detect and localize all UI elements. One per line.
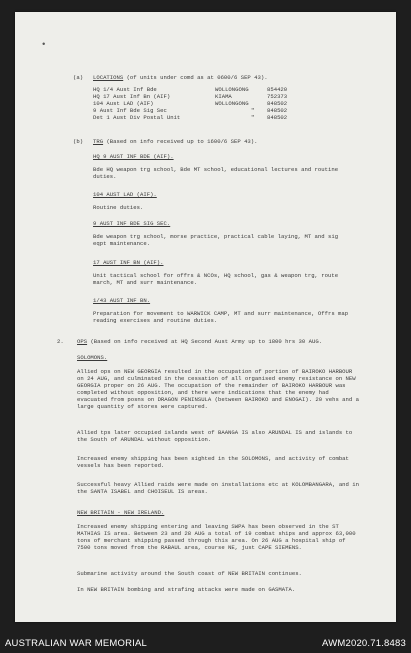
institution-credit: AUSTRALIAN WAR MEMORIAL — [5, 638, 148, 649]
para-b-heading-rest: (Based on info received up to 1600/6 SEP 43). — [106, 138, 258, 145]
ops-paragraph: Submarine activity around the South coast of NEW BRITAIN continues. — [77, 570, 302, 577]
ops-paragraph: In NEW BRITAIN bombing and strafing attacks were made on GASMATA. — [77, 586, 296, 593]
unit-heading: 17 AUST INF BN (AIF). — [93, 259, 164, 266]
ops-paragraph: Increased enemy shipping entering and leaving SWPA has been observed in the ST MATHIAS IS area. Between 23 and 28 AUG a total of 19 combat ships and approx 63,000 tons of merchant shipping passed through this area. On 26 AUG a hospital ship of 7500 tons moved from the RABAUL area, course NE, just CAPE SIEMENS. — [77, 523, 356, 551]
location-place: " — [251, 107, 255, 114]
location-place: " — [251, 114, 255, 121]
para-2-number: 2. — [57, 338, 64, 345]
location-unit: 104 Aust LAD (AIF) — [93, 100, 154, 107]
location-unit: 9 Aust Inf Bde Sig Sec — [93, 107, 167, 114]
location-ref: 752373 — [267, 93, 288, 100]
unit-heading: 1/43 AUST INF BN. — [93, 297, 151, 304]
unit-text: Unit tactical school for offrs & NCOs, HQ school, gas & weapon trg, route march, MT and surr maintenance. — [93, 272, 339, 286]
unit-text: Routine duties. — [93, 204, 144, 211]
para-b-heading-line — [93, 138, 258, 145]
location-unit: HQ 17 Aust Inf Bn (AIF) — [93, 93, 171, 100]
ops-paragraph: Allied tps later occupied islands west of BAANGA IS also ARUNDAL IS and islands to the South of ARUNDAL without opposition. — [77, 429, 353, 443]
section-heading-new-britain: NEW BRITAIN - NEW IRELAND. — [77, 509, 165, 516]
location-place: WOLLONGONG — [215, 86, 249, 93]
image-footer — [0, 635, 411, 653]
unit-text: Preparation for movement to WARWICK CAMP, MT and surr maintenance, Offrs map reading exercises and routine duties. — [93, 310, 349, 324]
para-b-heading: TRG — [93, 138, 104, 145]
para-a-heading-rest: (of units under comd as at 0600/6 SEP 43). — [126, 74, 268, 81]
unit-text: Bde HQ weapon trg school, Bde MT school, educational lectures and routine duties. — [93, 166, 339, 180]
para-2-heading: OPS — [77, 338, 88, 345]
para-2-heading-rest: (Based on info received at HQ Second Aust Army up to 1800 hrs 30 AUG. — [90, 338, 323, 345]
para-2-heading-line — [77, 338, 322, 345]
para-a-heading: LOCATIONS — [93, 74, 124, 81]
ops-paragraph: Allied ops on NEW GEORGIA resulted in the occupation of portion of BAIROKO HARBOUR on 24 AUG, and culminated in the cessation of all organised enemy resistance on NEW GEORGIA proper on 26 AUG. The occupation of the remainder of BAIROKO HARBOUR was completed without opposition, and there were indications that the enemy had evacuated from posns on DRAGON PENINSULA (between BAIROKO and ENOGAI). 20 vehs and a large quantity of stores were captured. — [77, 368, 359, 410]
location-unit: Det 1 Aust Div Postal Unit — [93, 114, 181, 121]
location-ref: 854420 — [267, 86, 288, 93]
ops-paragraph: Increased enemy shipping has been sighted in the SOLOMONS, and activity of combat vessels has been reported. — [77, 455, 349, 469]
location-unit: HQ 1/4 Aust Inf Bde — [93, 86, 157, 93]
unit-heading: HQ 9 AUST INF BDE (AIF). — [93, 153, 174, 160]
document-page — [15, 12, 396, 622]
para-a-heading-line — [93, 74, 268, 81]
location-ref: 848502 — [267, 107, 288, 114]
para-b-marker: (b) — [73, 138, 84, 145]
unit-heading: 9 AUST INF BDE SIG SEC. — [93, 220, 171, 227]
location-place: KIAMA — [215, 93, 232, 100]
unit-text: Bde weapon trg school, morse practice, practical cable laying, MT and sig eqpt maintenance. — [93, 233, 339, 247]
punch-mark: • — [41, 40, 47, 50]
accession-number: AWM2020.71.8483 — [322, 638, 406, 649]
location-place: WOLLONGONG — [215, 100, 249, 107]
ops-paragraph: Successful heavy Allied raids were made on installations etc at KOLOMBANGARA, and in the SANTA ISABEL and CHOISEUL IS areas. — [77, 481, 359, 495]
section-heading-solomons: SOLOMONS. — [77, 354, 108, 361]
para-a-marker: (a) — [73, 74, 84, 81]
unit-heading: 104 AUST LAD (AIF). — [93, 191, 157, 198]
location-ref: 848502 — [267, 100, 288, 107]
location-ref: 848502 — [267, 114, 288, 121]
